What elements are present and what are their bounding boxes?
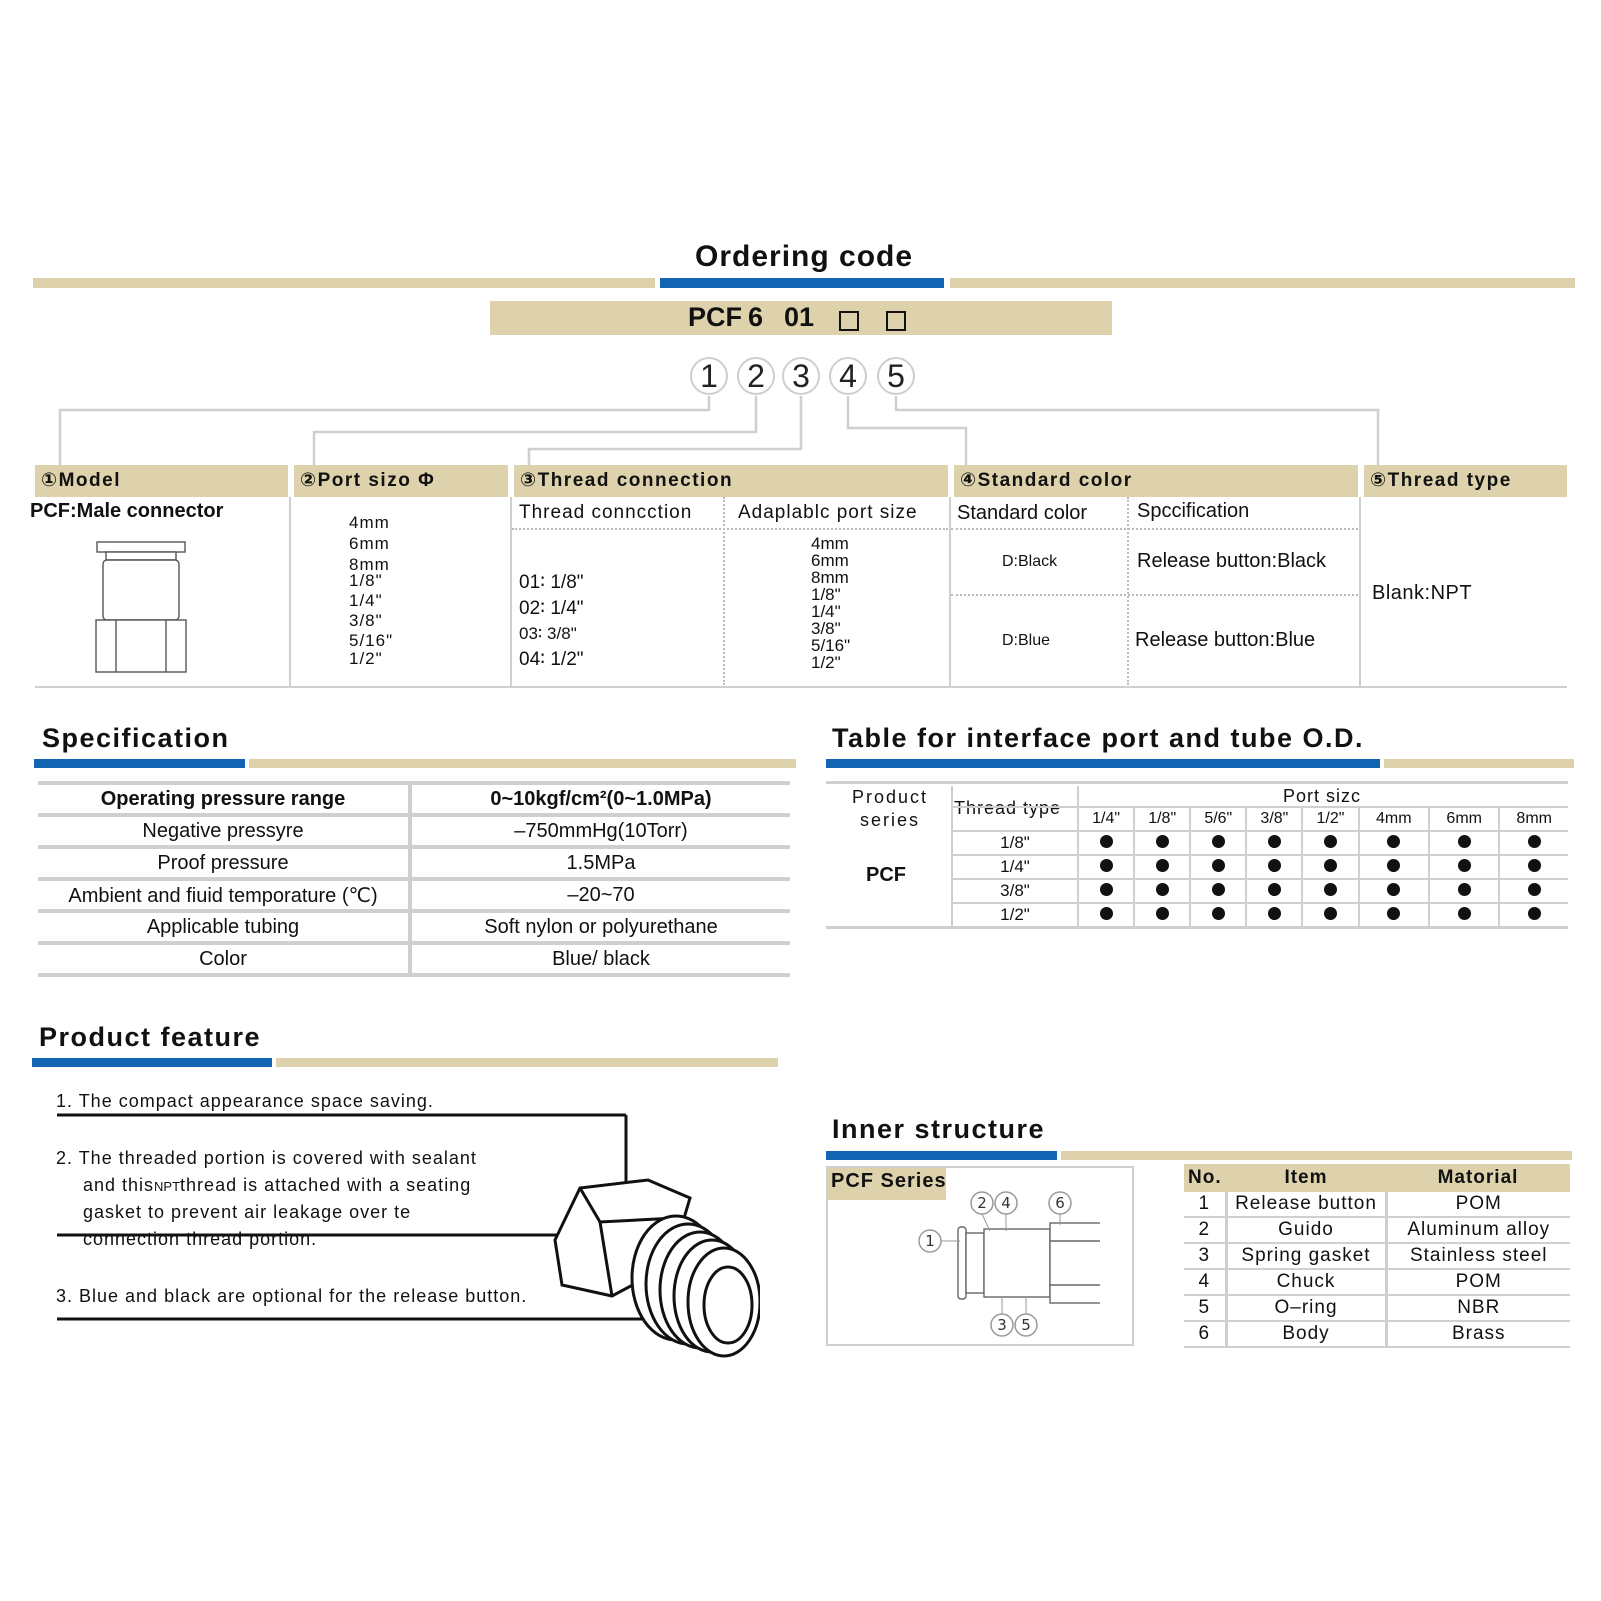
availability-dot [1528,835,1541,848]
adaptable-size: 1/2" [811,653,841,672]
feature-text: and this [83,1175,155,1195]
spec-band-tan [249,759,796,768]
ordering-bottom-rule [35,686,1567,688]
availability-dot [1387,835,1400,848]
port-availability-cell [1134,879,1190,903]
thread-sub-divider [723,497,725,685]
part-row [1184,1269,1570,1295]
availability-dot [1268,883,1281,896]
inner-series-label: PCF Series [831,1170,947,1192]
ordering-title: Ordering code [695,240,914,273]
port-size-header: 5/6" [1190,807,1246,831]
male-connector-drawing [94,540,189,675]
port-size-header: 3/8" [1246,807,1302,831]
part-no: 2 [1184,1217,1226,1243]
availability-dot [1324,883,1337,896]
adaptable-size: 1/8" [811,585,841,604]
col-model-header: ①Model [35,465,288,497]
port-availability-cell [1429,831,1499,855]
spec-title: Specification [42,723,230,753]
port-size-header: 1/4" [1078,807,1134,831]
col-port-header [294,465,508,497]
port-availability-cell [1078,855,1134,879]
part-row [1184,1295,1570,1321]
adaptable-size: 5/16" [811,636,851,655]
code-thread: 01 [784,302,815,332]
availability-dot [1324,859,1337,872]
availability-dot [1268,859,1281,872]
spec-value: 0~10kgf/cm²(0~1.0MPa) [410,785,790,815]
part-no: 6 [1184,1321,1226,1347]
port-availability-cell [1499,903,1568,926]
spec-label: Applicable tubing [38,911,410,943]
color-sub-divider [1127,497,1129,685]
thread-sub-header: Thread conncction [519,502,693,523]
port-band-tan [1384,759,1574,768]
spec-label: Color [38,943,410,975]
availability-dot [1100,835,1113,848]
part-no: 1 [1184,1192,1226,1217]
part-row [1184,1321,1570,1347]
feature-title: Product feature [39,1022,262,1052]
port-availability-cell [1359,879,1429,903]
port-size-header: 1/2" [1302,807,1358,831]
color-black-spec: Release button:Black [1137,550,1327,572]
availability-dot [1387,859,1400,872]
port-availability-cell [1359,855,1429,879]
adaptable-size: 6mm [811,551,849,570]
spec-row [38,879,790,911]
spec-row [38,847,790,879]
availability-dot [1100,859,1113,872]
header-item: Item [1284,1167,1328,1188]
port-top-rule [826,781,1568,784]
spec-value: –20~70 [410,879,790,911]
availability-dot [1458,907,1471,920]
port-availability-cell [1359,831,1429,855]
part-material: POM [1386,1192,1570,1217]
model-name: PCF:Male connector [30,500,224,522]
port-availability-cell [1499,855,1568,879]
port-availability-cell [1078,831,1134,855]
availability-dot [1156,883,1169,896]
adaptable-sub-header: Adaplablc port size [738,502,918,523]
color-black: D:Black [1002,553,1058,570]
inner-header-row [1184,1164,1570,1192]
part-material: Stainless steel [1386,1243,1570,1269]
part-no: 5 [1184,1295,1226,1321]
callout-6: 6 [1055,1194,1065,1212]
spec-value: –750mmHg(10Torr) [410,815,790,847]
marker-2: 2 [737,357,775,395]
port-availability-cell [1429,903,1499,926]
part-material: NBR [1386,1295,1570,1321]
col-thread-header: ③Thread connection [514,465,948,497]
port-size-header: 1/8" [1134,807,1190,831]
adaptable-size: 4mm [811,534,849,553]
marker-connector-lines [0,0,1601,470]
port-size-header: 6mm [1429,807,1499,831]
availability-dot [1387,883,1400,896]
spec-label: Proof pressure [38,847,410,879]
part-no: 3 [1184,1243,1226,1269]
port-series: PCF [866,864,906,886]
port-size-header: 8mm [1499,807,1568,831]
part-material: Brass [1386,1321,1570,1347]
series-label-2: series [859,810,920,830]
feature-item-2-line-3: gasket to prevent air leakage over te [83,1202,412,1222]
color-row-rule [951,594,1358,596]
port-availability-cell [1302,855,1358,879]
port-availability-cell [1246,831,1302,855]
part-item: Spring gasket [1226,1243,1386,1269]
adaptable-size: 8mm [811,568,849,587]
part-item: O–ring [1226,1295,1386,1321]
availability-dot [1156,859,1169,872]
port-availability-cell [1302,903,1358,926]
part-item: Body [1226,1321,1386,1347]
availability-dot [1212,907,1225,920]
port-availability-cell [1499,879,1568,903]
spec-label: Ambient and fiuid temporature (℃) [38,879,410,911]
thread-type: 1/2" [1000,905,1030,924]
spec-top-rule [38,781,790,785]
color-blue: D:Blue [1002,632,1051,649]
color-sub-header: Standard color [957,502,1088,524]
availability-dot [1268,835,1281,848]
thread-type: 1/8" [1000,833,1030,852]
feature-text: thread is attached with a seating [180,1175,472,1195]
col-divider [1359,497,1361,687]
port-row [953,855,1568,879]
callout-3: 3 [997,1316,1007,1334]
col-type-header: ⑤Thread type [1364,465,1567,497]
availability-dot [1458,883,1471,896]
diameter-icon: Φ [418,470,436,491]
col-port-label: ②Port sizo [300,470,412,491]
inner-band-blue [826,1151,1057,1160]
feature-band-tan [276,1058,778,1067]
availability-dot [1458,859,1471,872]
adaptable-size-list [811,535,850,671]
inner-structure-drawing [910,1185,1100,1340]
callout-4: 4 [1001,1194,1011,1212]
part-item: Guido [1226,1217,1386,1243]
port-size-list [349,512,393,667]
spec-sub-header: Spccification [1137,500,1250,522]
availability-dot [1324,835,1337,848]
callout-1: 1 [925,1232,935,1250]
part-material: POM [1386,1269,1570,1295]
part-material: Aluminum alloy [1386,1217,1570,1243]
thread-type: 1/4" [1000,857,1030,876]
header-no: No. [1188,1167,1222,1188]
availability-dot [1212,859,1225,872]
inner-title: Inner structure [832,1114,1046,1144]
port-band-blue [826,759,1380,768]
port-size: 8mm [349,555,390,574]
spec-row [38,911,790,943]
port-availability-cell [1302,879,1358,903]
part-row [1184,1217,1570,1243]
availability-dot [1156,835,1169,848]
port-size: 6mm [349,534,390,553]
series-label-1: Product [851,787,929,807]
thread-code: 04∶ 1/2" [519,648,584,670]
marker-3: 3 [782,357,820,395]
port-size: 5/16" [349,631,394,650]
part-item: Chuck [1226,1269,1386,1295]
port-availability-cell [1246,855,1302,879]
part-row [1184,1192,1570,1217]
port-availability-cell [1190,831,1246,855]
port-size: 4mm [349,513,390,532]
col-color-header: ④Standard color [954,465,1358,497]
port-availability-cell [1134,831,1190,855]
port-availability-cell [1429,855,1499,879]
port-availability-cell [1190,903,1246,926]
color-sub-rule [951,528,1358,530]
part-no: 4 [1184,1269,1226,1295]
port-size: 1/8" [349,571,383,590]
adaptable-size: 1/4" [811,602,841,621]
port-row [953,879,1568,903]
feature-item-1: 1. The compact appearance space saving. [56,1091,434,1111]
availability-dot [1324,907,1337,920]
part-row [1184,1243,1570,1269]
port-size: 3/8" [349,611,383,630]
header-material: Matorial [1437,1167,1519,1188]
port-availability-cell [1134,903,1190,926]
port-availability-cell [1499,831,1568,855]
marker-4: 4 [829,357,867,395]
port-availability-cell [1246,903,1302,926]
feature-item-2-line-1: 2. The threaded portion is covered with sealant [56,1148,477,1168]
port-col-thread: Thread type [954,798,1062,818]
availability-dot [1528,859,1541,872]
feature-band-blue [32,1058,272,1067]
port-availability-cell [1134,855,1190,879]
port-row [953,903,1568,926]
port-availability-cell [1246,879,1302,903]
col-divider [949,497,951,687]
availability-dot [1212,883,1225,896]
thread-type: 3/8" [1000,881,1030,900]
port-bottom-rule [826,926,1568,929]
port-availability-cell [1190,855,1246,879]
fitting-illustration [40,1100,760,1360]
port-availability-cell [1302,831,1358,855]
thread-type-value: Blank:NPT [1372,582,1473,604]
spec-band-blue [34,759,245,768]
spec-label: Negative pressyre [38,815,410,847]
adaptable-size: 3/8" [811,619,841,638]
port-table-title: Table for interface port and tube O.D. [832,723,1365,753]
spec-table [38,785,790,977]
availability-dot [1212,835,1225,848]
availability-dot [1100,907,1113,920]
thread-code-list [519,570,584,672]
port-availability-cell [1359,903,1429,926]
spec-label: Operating pressure range [38,785,410,815]
marker-5: 5 [877,357,915,395]
thread-code: 02∶ 1/4" [519,597,584,619]
port-availability-cell [1190,879,1246,903]
availability-dot [1100,883,1113,896]
marker-1: 1 [690,357,728,395]
port-row [953,831,1568,855]
spec-row [38,785,790,815]
color-blue-spec: Release button:Blue [1135,629,1316,651]
port-size: 1/4" [349,591,383,610]
inner-parts-table [1184,1164,1570,1348]
spec-row [38,815,790,847]
port-col-size: Port sizc [1282,786,1361,806]
spec-value: Soft nylon or polyurethane [410,911,790,943]
spec-value: 1.5MPa [410,847,790,879]
availability-dot [1387,907,1400,920]
code-size: 6 [748,302,764,332]
port-availability-cell [1429,879,1499,903]
part-item: Release button [1226,1192,1386,1217]
port-size-header: 4mm [1359,807,1429,831]
col-divider [510,497,512,687]
feature-item-2-line-4: connection thread portion. [83,1229,318,1249]
spec-row [38,943,790,975]
availability-dot [1528,883,1541,896]
code-prefix: PCF [688,302,742,332]
thread-code: 01∶ 1/8" [519,572,584,593]
thread-sub-rule [512,528,948,530]
port-availability-cell [1078,903,1134,926]
availability-dot [1528,907,1541,920]
port-availability-cell [1078,879,1134,903]
availability-dot [1156,907,1169,920]
port-size: 1/2" [349,649,383,668]
spec-value: Blue/ black [410,943,790,975]
inner-band-tan [1061,1151,1572,1160]
callout-2: 2 [977,1194,987,1212]
col-divider [289,497,291,687]
feature-item-3: 3. Blue and black are optional for the release button. [56,1286,528,1306]
availability-dot [1268,907,1281,920]
npt-label: NPT [154,1179,181,1194]
callout-5: 5 [1021,1316,1031,1334]
availability-dot [1458,835,1471,848]
port-col-series [840,786,940,832]
thread-code: 03∶ 3/8" [519,624,577,643]
port-grid [953,806,1568,926]
port-size-row [953,807,1568,831]
